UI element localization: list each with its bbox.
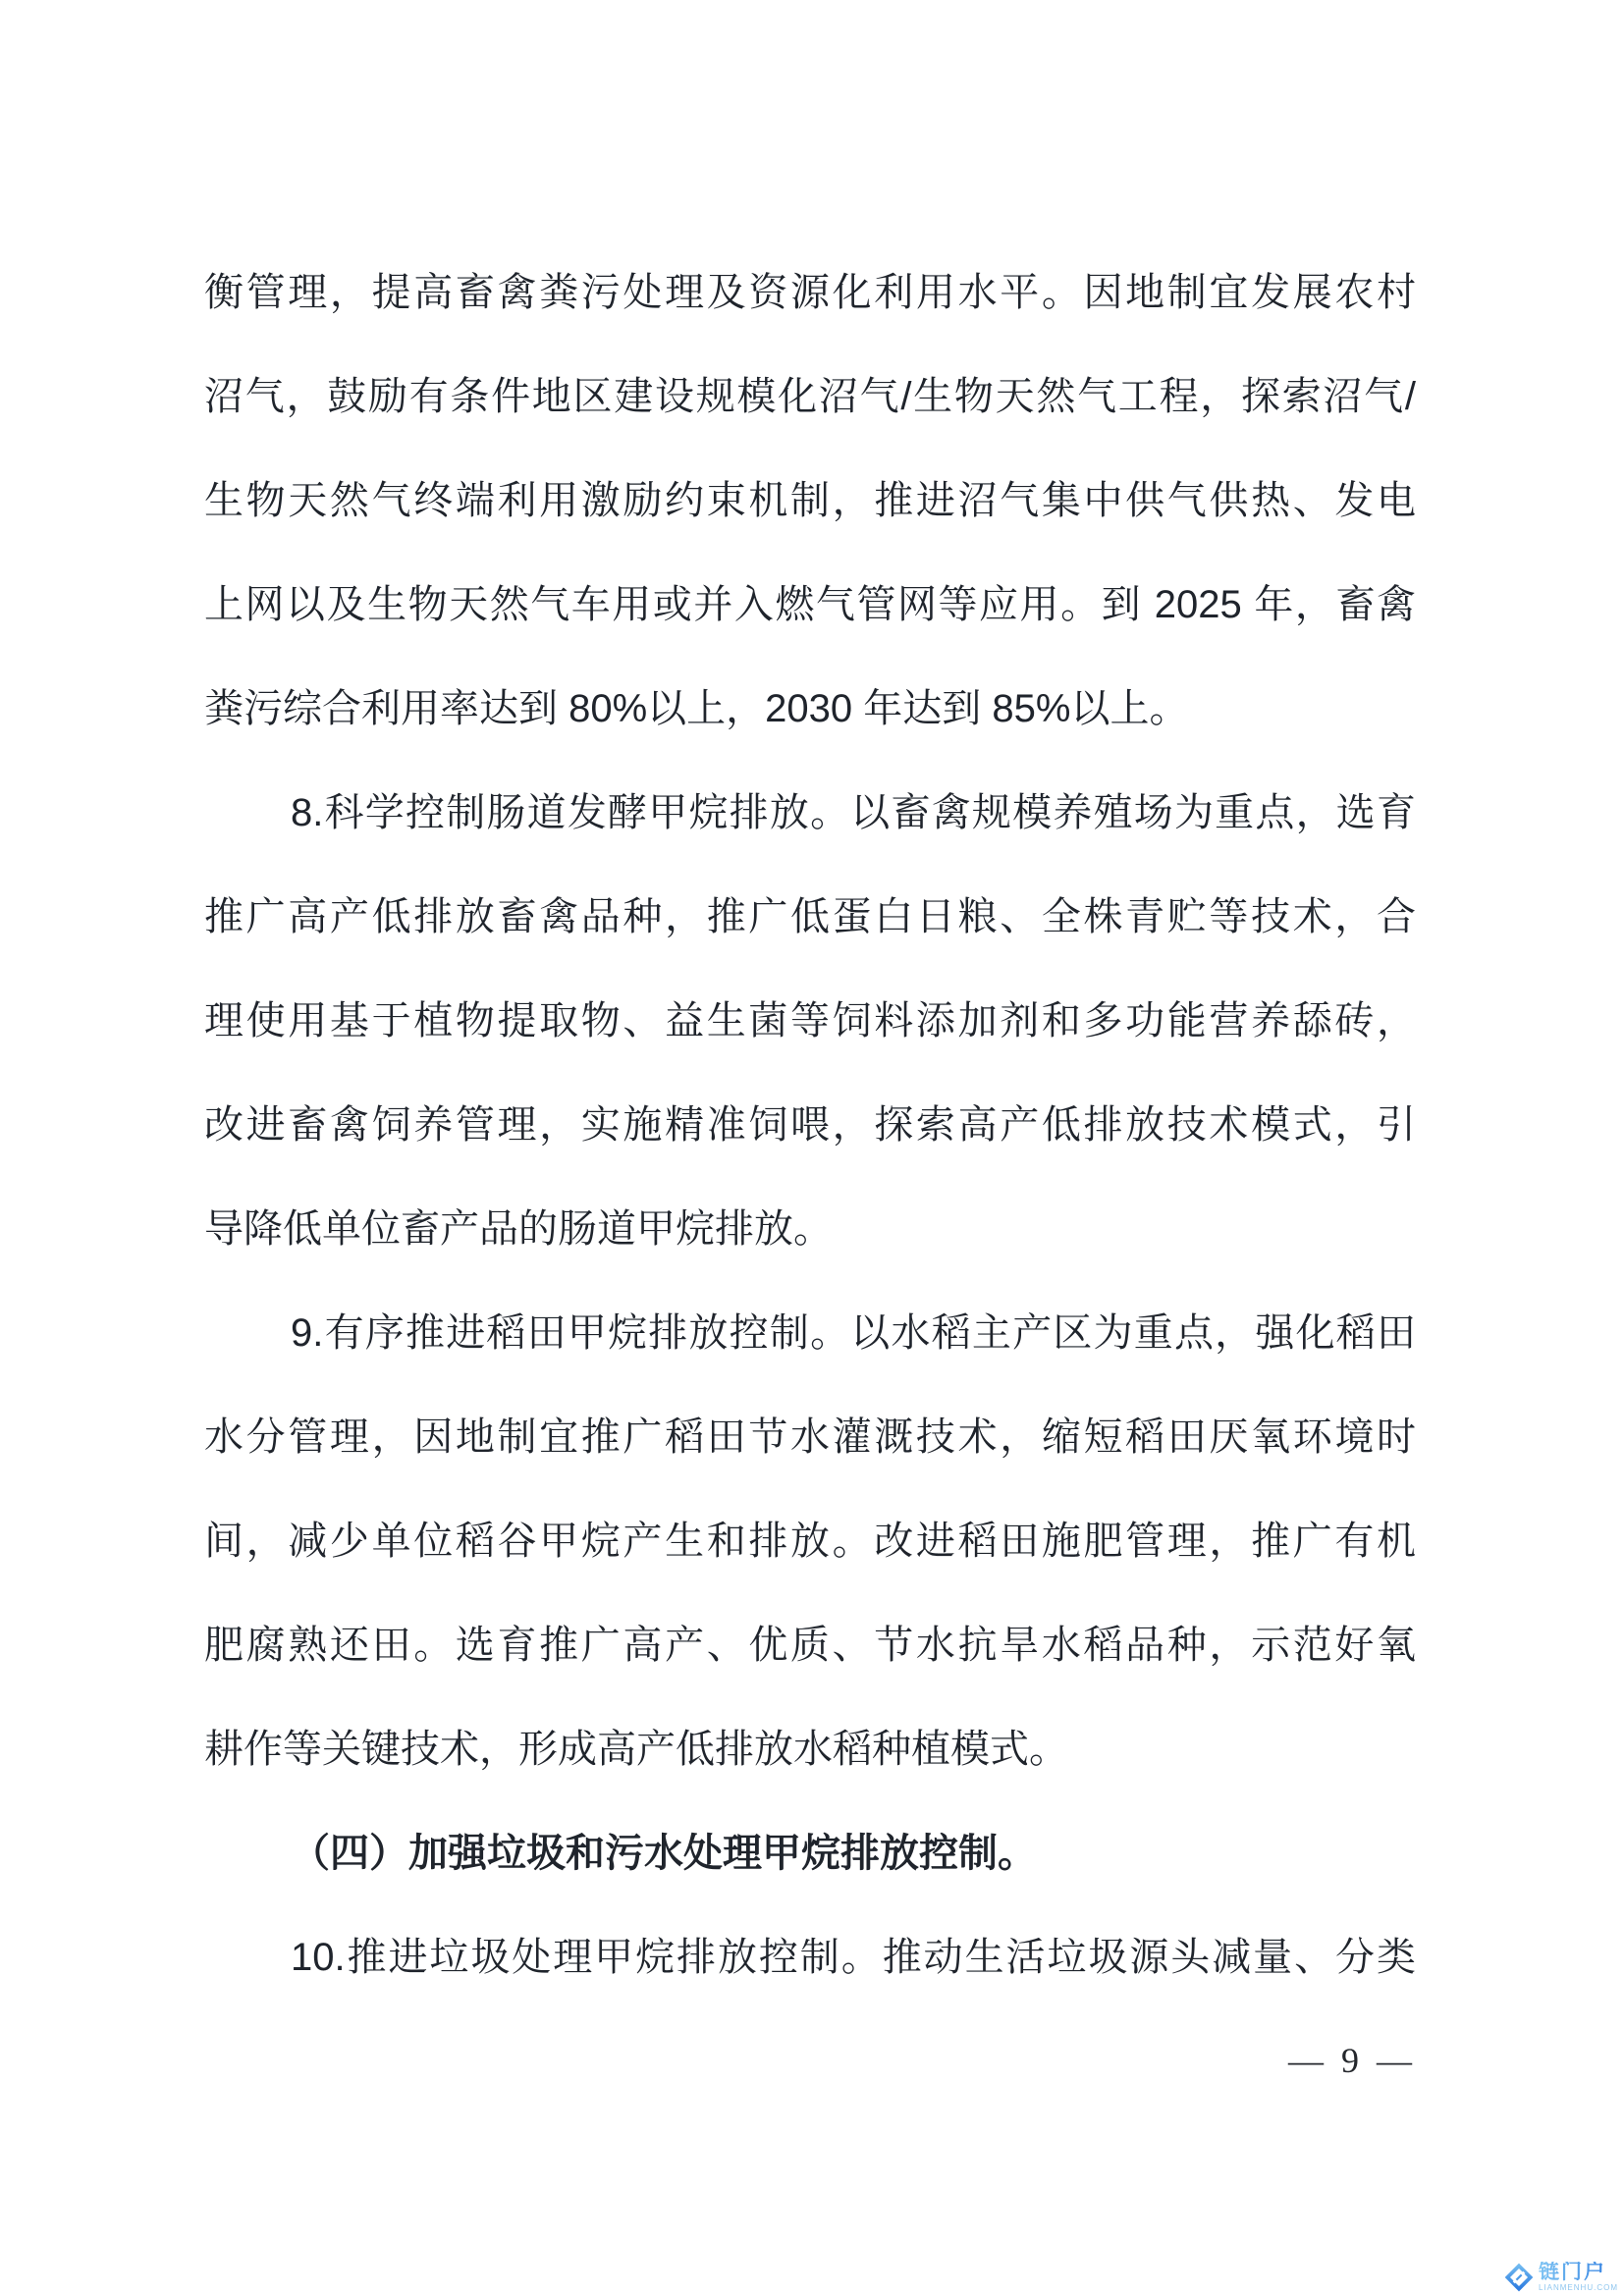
text-line: 改进畜禽饲养管理，实施精准饲喂，探索高产低排放技术模式，引 [204, 1103, 1416, 1147]
page-number: — 9 — [1288, 2041, 1412, 2080]
text-line: 10.推进垃圾处理甲烷排放控制。推动生活垃圾源头减量、分类 [291, 1936, 1416, 1979]
text-line: 耕作等关键技术，形成高产低排放水稻种植模式。 [204, 1728, 1068, 1771]
text-line: 沼气，鼓励有条件地区建设规模化沼气/生物天然气工程，探索沼气/ [204, 375, 1416, 418]
watermark-brand: 链门户 [1539, 2262, 1618, 2282]
watermark-logo [1504, 2262, 1618, 2292]
text-line: （四）加强垃圾和污水处理甲烷排放控制。 [291, 1832, 1037, 1875]
text-line: 粪污综合利用率达到 80%以上，2030 年达到 85%以上。 [204, 687, 1189, 730]
text-line: 理使用基于植物提取物、益生菌等饲料添加剂和多功能营养舔砖， [204, 999, 1416, 1042]
watermark-domain: LIANMENHU.COM [1538, 2283, 1618, 2292]
text-line: 推广高产低排放畜禽品种，推广低蛋白日粮、全株青贮等技术，合 [204, 895, 1416, 938]
text-line: 9.有序推进稻田甲烷排放控制。以水稻主产区为重点，强化稻田 [291, 1311, 1416, 1355]
text-line: 8.科学控制肠道发酵甲烷排放。以畜禽规模养殖场为重点，选育 [291, 791, 1416, 834]
text-line: 肥腐熟还田。选育推广高产、优质、节水抗旱水稻品种，示范好氧 [204, 1624, 1416, 1667]
text-line: 导降低单位畜产品的肠道甲烷排放。 [204, 1207, 833, 1251]
text-line: 间，减少单位稻谷甲烷产生和排放。改进稻田施肥管理，推广有机 [204, 1520, 1416, 1563]
text-line: 生物天然气终端利用激励约束机制，推进沼气集中供气供热、发电 [204, 479, 1416, 522]
watermark-text [1539, 2262, 1618, 2292]
document-body [204, 240, 1416, 2009]
text-line: 上网以及生物天然气车用或并入燃气管网等应用。到 2025 年，畜禽 [204, 583, 1416, 626]
text-line: 水分管理，因地制宜推广稻田节水灌溉技术，缩短稻田厌氧环境时 [204, 1415, 1416, 1459]
lianmenhu-diamond-icon [1504, 2263, 1534, 2292]
text-line: 衡管理，提高畜禽粪污处理及资源化利用水平。因地制宜发展农村 [204, 271, 1416, 314]
